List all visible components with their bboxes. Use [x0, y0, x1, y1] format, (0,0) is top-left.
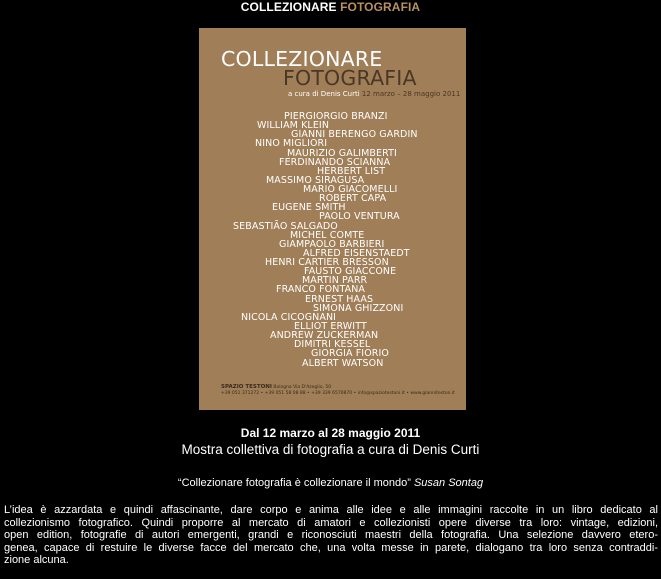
poster-artist-name: ALBERT WATSON	[302, 357, 384, 369]
poster-artist-name: WILLIAM KLEIN	[257, 120, 330, 132]
quote-author: Susan Sontag	[413, 477, 484, 489]
poster-artist-name: ALFRED EISENSTAEDT	[303, 247, 410, 259]
poster-artist-name: NICOLA CICOGNANI	[241, 311, 337, 323]
poster-curator: a cura di Denis Curti	[288, 90, 360, 98]
poster-artist-name: ERNEST HAAS	[305, 293, 374, 305]
poster-artist-name: ELLIOT ERWITT	[294, 320, 367, 332]
poster-subtitle	[288, 90, 460, 99]
poster-footer-brand: SPAZIO TESTONI	[221, 384, 272, 390]
body-text-line: collezionismo fotografico. Quindi proporre al mercato di amatori e collezionisti opere diverse tra loro: vintage, edizioni,	[4, 516, 658, 529]
event-dates: Dal 12 marzo al 28 maggio 2011	[240, 426, 421, 440]
poster-title-line2: FOTOGRAFIA	[283, 66, 417, 90]
body-text-line: L’idea è azzardata e quindi affascinante, dare corpo e anima alle idee e alle immagini raccolte in un libro dedicato al	[4, 504, 658, 516]
body-text-line: zione alcuna.	[4, 554, 69, 566]
poster-artist-name: GIANNI BERENGO GARDIN	[291, 129, 418, 141]
quote-text: “Collezionare fotografia è collezionare il mondo”	[177, 477, 411, 489]
poster-artist-name: FAUSTO GIACCONE	[304, 266, 397, 278]
poster-artist-name: FERDINANDO SCIANNA	[279, 156, 391, 168]
poster-artist-name: MASSIMO SIRAGUSA	[266, 174, 365, 186]
poster-title-line1: COLLEZIONARE	[221, 47, 383, 71]
poster-artist-name: GIORGIA FIORIO	[311, 348, 389, 360]
poster-artist-name: PIERGIORGIO BRANZI	[284, 111, 388, 122]
poster-artist-name: DIMITRI KESSEL	[294, 339, 371, 351]
poster-artist-name: PAOLO VENTURA	[319, 211, 400, 223]
poster-artist-name: GIAMPAOLO BARBIERI	[279, 238, 385, 250]
poster-footer	[221, 384, 455, 397]
poster-dates: 12 marzo – 28 maggio 2011	[361, 90, 461, 98]
poster-artist-name: MICHEL COMTE	[290, 229, 365, 241]
poster-artist-name: SIMONA GHIZZONI	[313, 302, 404, 314]
event-description: Mostra collettiva di fotografia a cura di Denis Curti	[181, 442, 480, 457]
exhibition-poster	[199, 28, 466, 410]
poster-artist-name: ANDREW ZUCKERMAN	[270, 330, 379, 342]
body-text-line: genea, capace di restuire le diverse facce del mercato che, una volta messe in parete, dialogano tra loro senza contraddi-	[4, 541, 658, 554]
poster-artist-name: EUGENE SMITH	[272, 202, 346, 214]
poster-artist-name: NINO MIGLIORI	[255, 138, 328, 150]
event-body-text	[4, 504, 658, 567]
body-text-line: open edition, fotografie di autori emergenti, grandi e riconosciuti maestri della fotografia. Una selezione davvero etero-	[4, 529, 658, 541]
event-quote	[0, 476, 661, 490]
poster-artist-name: MARTIN PARR	[302, 275, 368, 287]
poster-artist-name: SEBASTIÃO SALGADO	[233, 220, 338, 232]
poster-artist-name: MAURIZIO GALIMBERTI	[287, 147, 397, 159]
page-header	[0, 0, 661, 14]
poster-artist-name: HENRI CARTIER BRESSON	[265, 257, 389, 269]
poster-footer-address: Bologna Via D'Azeglio, 50	[273, 385, 332, 390]
poster-artist-name: MARIO GIACOMELLI	[303, 184, 398, 196]
poster-footer-contacts: +39 051 371272 • +39 051 58 08 88 • +39 339 6570870 • info@spaziotestoni.it • www.gianniteston.it	[221, 391, 455, 396]
header-word-collezionare: COLLEZIONARE	[240, 0, 337, 14]
header-word-fotografia: FOTOGRAFIA	[340, 0, 421, 14]
poster-artist-name: HERBERT LIST	[317, 165, 386, 177]
poster-artist-name: ROBERT CAPA	[319, 193, 387, 205]
poster-artist-name: FRANCO FONTANA	[276, 284, 366, 296]
